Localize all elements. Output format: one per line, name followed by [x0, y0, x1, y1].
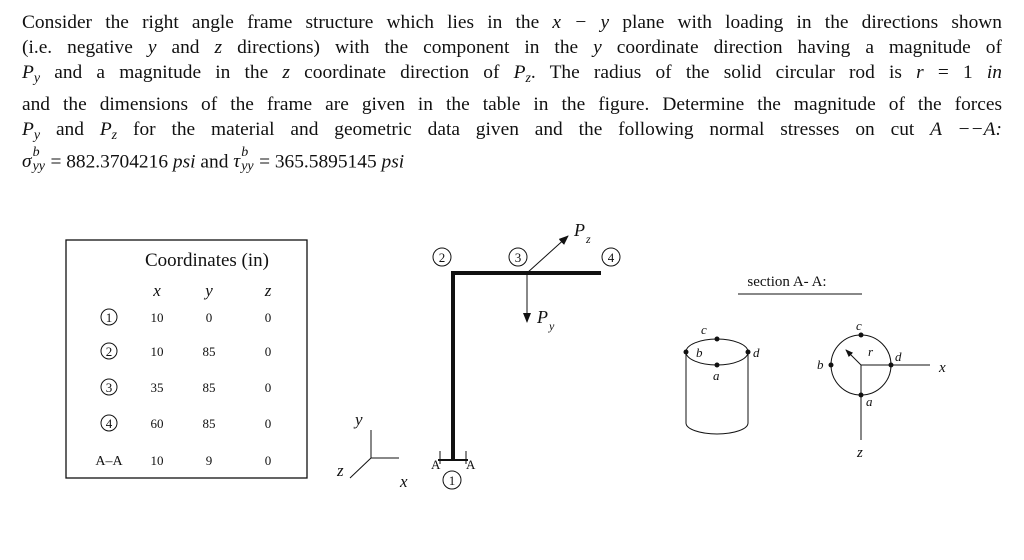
force-Pz-arrow — [527, 236, 568, 273]
math-xy: x − y — [552, 12, 610, 33]
force-Pz-label: P — [574, 220, 585, 240]
text-fragment: directions) with the component in the — [237, 37, 579, 59]
node-3-label: 3 — [514, 250, 522, 265]
cut-label-A-left: A — [431, 457, 441, 472]
point-a — [859, 393, 864, 398]
text-fragment: for the material and geometric data given and the following normal stresses on cut — [132, 118, 915, 140]
coordinates-table — [66, 240, 307, 478]
unit-in: in — [986, 62, 1002, 84]
cylinder-view — [684, 322, 761, 434]
axis-label-x: x — [939, 360, 946, 376]
sigma-value: = 882.3704216 — [50, 151, 169, 173]
math-Pz: $P_z$. The radius of the solid circular rod is — [513, 62, 902, 87]
text-fragment: coordinate direction having a magnitude of — [616, 37, 1002, 59]
force-Pz-subscript: z — [586, 232, 591, 246]
math-cut-AA: A −−A: — [930, 118, 1002, 140]
row-label: 3 — [105, 380, 113, 395]
table-row — [95, 453, 271, 469]
node-2-label: 2 — [438, 250, 446, 265]
cell-y: 9 — [205, 453, 213, 468]
text-fragment: plane with loading in the directions shown — [622, 12, 1002, 33]
header-x: x — [153, 281, 161, 300]
row-label: 2 — [105, 344, 113, 359]
label-r: r — [868, 344, 874, 359]
axis-label-x: x — [400, 472, 408, 491]
point-a — [715, 363, 720, 368]
cell-x: 10 — [150, 344, 164, 359]
force-Py-label: P — [537, 307, 548, 327]
row-label: A–A — [95, 454, 123, 469]
text-fragment: and a magnitude in the — [54, 62, 269, 84]
label-d: d — [895, 349, 902, 364]
unit-psi: psi — [172, 151, 196, 173]
text-fragment: and — [200, 151, 229, 173]
cell-x: 10 — [150, 453, 164, 468]
text-fragment: = 1 — [937, 62, 973, 84]
section-title: section A- A: — [747, 274, 827, 290]
text-fragment: and — [55, 118, 84, 140]
force-Py-subscript: y — [549, 319, 555, 333]
label-c: c — [856, 318, 862, 333]
cell-y: 85 — [202, 344, 216, 359]
math-z: z — [282, 62, 290, 84]
z-axis-line — [350, 458, 371, 478]
table-row — [101, 415, 271, 431]
frame-structure — [431, 220, 620, 489]
cell-z: 0 — [264, 310, 272, 325]
tau-value: = 365.5895145 — [259, 151, 377, 173]
row-label: 1 — [105, 310, 113, 325]
label-a: a — [866, 394, 873, 409]
math-r: r — [916, 62, 924, 84]
label-d: d — [753, 345, 760, 360]
math-Py: $P_y$ — [22, 62, 41, 87]
math-y: y — [593, 37, 602, 59]
label-b: b — [817, 357, 824, 372]
table-row — [101, 343, 271, 359]
point-d — [746, 350, 751, 355]
cell-x: 35 — [150, 380, 164, 395]
circle-section-view — [817, 318, 946, 461]
cell-y: 85 — [202, 416, 216, 431]
cut-label-A-right: A — [466, 457, 476, 472]
node-1-label: 1 — [448, 473, 456, 488]
table-row — [101, 309, 271, 325]
math-Pz: $P_z$ — [99, 118, 118, 143]
cell-z: 0 — [264, 453, 272, 468]
label-a: a — [713, 368, 720, 383]
text-fragment: and the dimensions of the frame are given in the table in the figure. Determine the magnitude of the forces — [22, 93, 1002, 115]
radius-arrow — [846, 350, 861, 365]
axis-label-z: z — [857, 445, 863, 461]
table-header-row — [152, 281, 271, 300]
math-y: y — [147, 37, 157, 59]
unit-psi: psi — [381, 151, 405, 173]
label-c: c — [701, 322, 707, 337]
cell-x: 60 — [150, 416, 164, 431]
cell-y: 0 — [205, 310, 213, 325]
header-y: y — [205, 281, 213, 300]
cell-y: 85 — [202, 380, 216, 395]
cell-z: 0 — [264, 380, 272, 395]
table-row — [101, 379, 271, 395]
point-d — [889, 363, 894, 368]
cell-z: 0 — [264, 344, 272, 359]
text-fragment: Consider the right angle frame structure which lies in the — [22, 12, 540, 33]
point-c — [859, 333, 864, 338]
cell-z: 0 — [264, 416, 272, 431]
label-b: b — [696, 345, 703, 360]
axis-triad — [336, 410, 408, 491]
text-fragment: coordinate direction of — [304, 62, 500, 84]
point-b — [684, 350, 689, 355]
node-4-label: 4 — [607, 250, 615, 265]
section-AA — [684, 274, 947, 461]
header-z: z — [264, 281, 272, 300]
axis-label-y: y — [355, 410, 363, 429]
point-c — [715, 337, 720, 342]
axis-label-z: z — [337, 461, 344, 480]
row-label: 4 — [105, 416, 113, 431]
math-z: z — [214, 37, 223, 59]
math-sigma-yy: σ b yy — [22, 145, 45, 175]
table-title: Coordinates (in) — [144, 250, 270, 271]
point-b — [829, 363, 834, 368]
math-Py: $P_y$ — [22, 118, 41, 143]
text-fragment: and — [171, 37, 200, 59]
math-tau-yy: τ b yy — [233, 145, 254, 175]
cell-x: 10 — [150, 310, 164, 325]
text-fragment: (i.e. negative — [22, 37, 133, 59]
